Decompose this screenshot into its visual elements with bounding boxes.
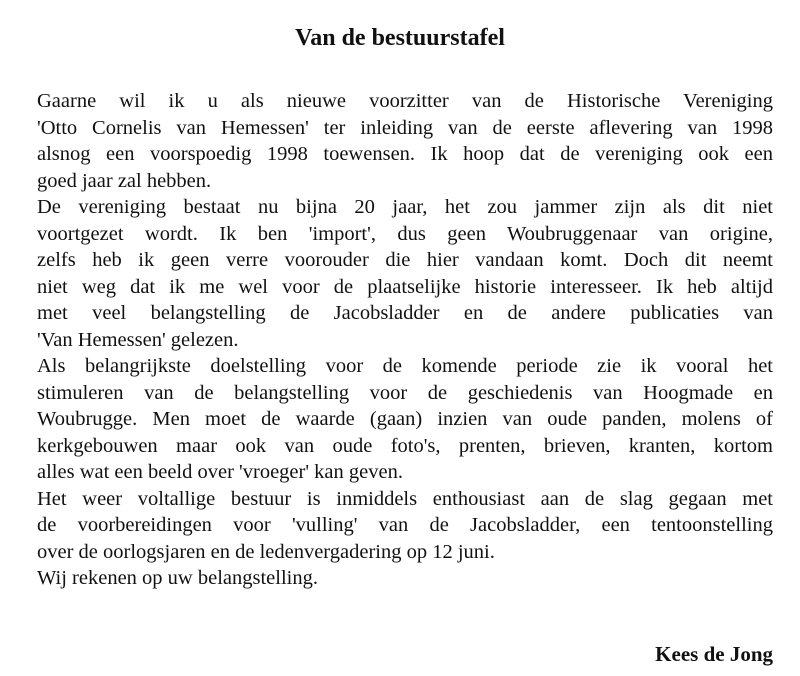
text-line: niet weg dat ik me wel voor de plaatselijke historie interesseer. Ik heb altijd	[37, 275, 773, 298]
text-line: alles wat een beeld over 'vroeger' kan geven.	[37, 461, 403, 483]
text-line: Gaarne wil ik u als nieuwe voorzitter van de Historische Vereniging	[37, 90, 773, 112]
text-line: De vereniging bestaat nu bijna 20 jaar, het zou jammer zijn als dit niet	[37, 196, 773, 218]
paragraph-closing	[37, 565, 773, 592]
page-title: Van de bestuurstafel	[295, 25, 505, 51]
text-line: Woubrugge. Men moet de waarde (gaan) inzien van oude panden, molens of	[37, 408, 773, 430]
article-body	[37, 88, 773, 592]
text-line: Als belangrijkste doelstelling voor de komende periode zie ik vooral het	[37, 355, 773, 377]
text-line: Het weer voltallige bestuur is inmiddels enthousiast aan de slag gegaan met	[37, 487, 773, 510]
text-line: stimuleren van de belangstelling voor de geschiedenis van Hoogmade en	[37, 381, 773, 404]
text-line: Wij rekenen op uw belangstelling.	[37, 567, 318, 589]
author-signature: Kees de Jong	[655, 642, 773, 666]
text-line: over de oorlogsjaren en de ledenvergadering op 12 juni.	[37, 540, 495, 563]
text-line: de voorbereidingen voor 'vulling' van de Jacobsladder, een tentoonstelling	[37, 514, 773, 536]
text-line: zelfs heb ik geen verre voorouder die hier vandaan komt. Doch dit neemt	[37, 249, 773, 271]
paragraph-history	[37, 194, 773, 353]
text-line: 'Van Hemessen' gelezen.	[37, 328, 239, 351]
text-line: alsnog een voorspoedig 1998 toewensen. Ik hoop dat de vereniging ook een	[37, 143, 773, 165]
text-line: voortgezet wordt. Ik ben 'import', dus geen Woubruggenaar van origine,	[37, 222, 773, 245]
text-line: kerkgebouwen maar ook van oude foto's, prenten, brieven, kranten, kortom	[37, 434, 773, 457]
paragraph-board	[37, 486, 773, 566]
text-line: met veel belangstelling de Jacobsladder en de andere publicaties van	[37, 302, 773, 324]
text-line: 'Otto Cornelis van Hemessen' ter inleiding van de eerste aflevering van 1998	[37, 116, 773, 139]
paragraph-greeting	[37, 88, 773, 194]
text-line: goed jaar zal hebben.	[37, 169, 212, 192]
paragraph-goals	[37, 353, 773, 486]
